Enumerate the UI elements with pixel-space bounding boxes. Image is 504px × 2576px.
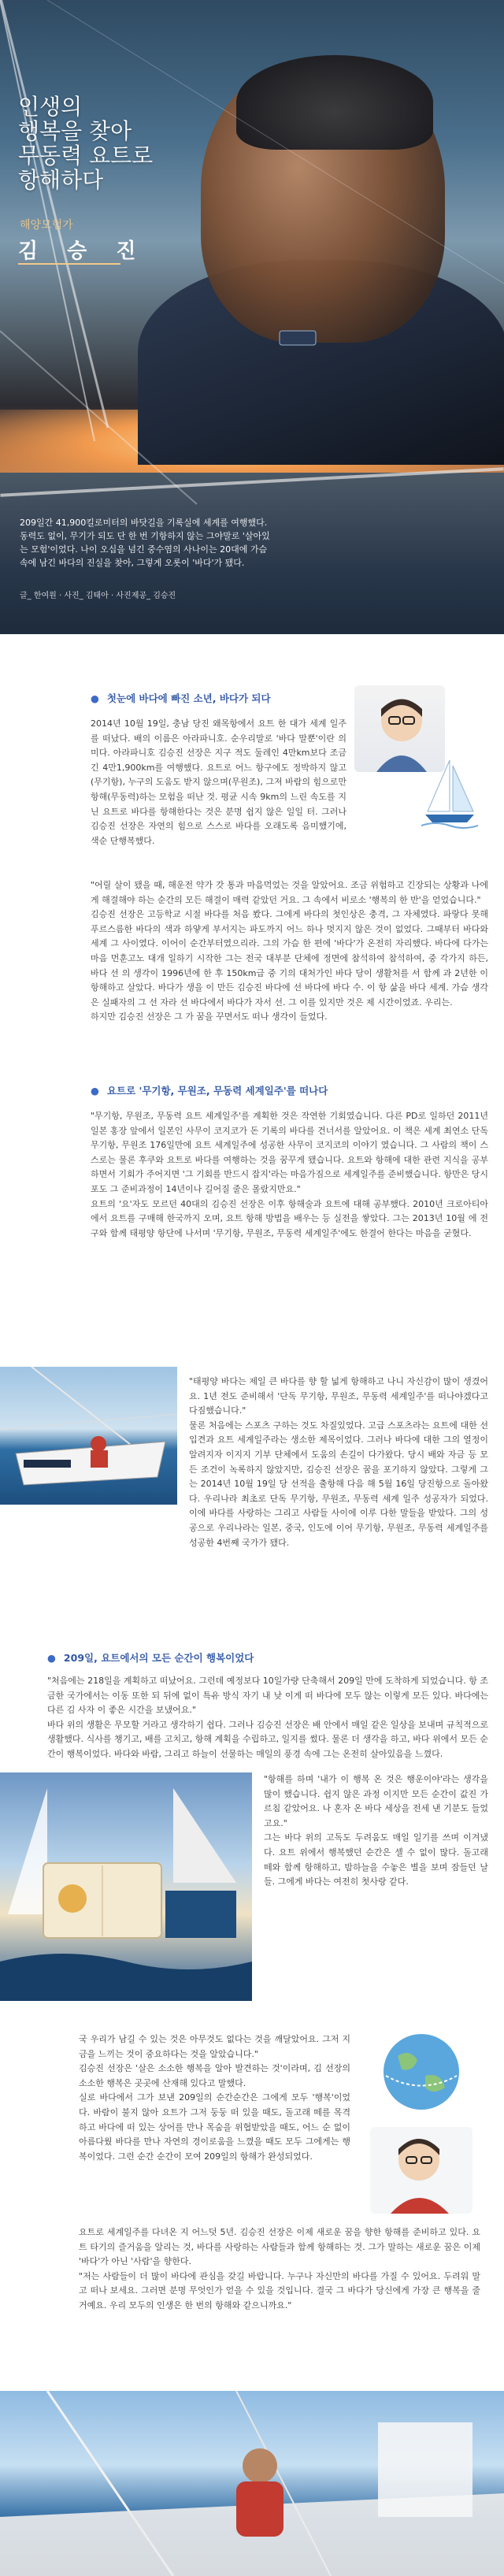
section-heading-1: ● 첫눈에 바다에 빠진 소년, 바다가 되다 (91, 692, 271, 704)
sailing-photo (0, 1367, 177, 1505)
voyage-collage (0, 1772, 252, 2001)
globe-illustration (370, 2029, 472, 2115)
sailboat-illustration (421, 756, 478, 829)
section-3-body: "태평양 바다는 제일 큰 바다를 향 할 넓게 항해하고 나니 자신감이 많이 생겼어요. 1년 전도 준비해서 '단독 무기항, 무원조, 무동력 세계일주'를 떠나야겠다고 다짐했습니다." 물론 처음에는 스포츠 구하는 것도 차질있었다. 고급 스포츠라는 요트에 대한 선입견과 요트 세계일주라는 생소한 제목이었다. 그러나 바다에 대한 그의 열정이 알려지자 이지지 기부 단체에서 도움의 손길이 다가왔다. 당시 배와 자금 등 모든 조건이 녹록하지 않았지만, 김승진 선장은 꿈을 포기하지 않았다. 그렇게 그는 2014년 10월 19일 당 선적을 출항해 다음 해 5월 16일 당진항으로 돌아왔다. 우리나라 최초로 단독 무기항, 무원조, 무동력 세계 일주 성공자가 되었다. 이에 바다를 사랑하는 그리고 사람들 사이에 이루 다한 말들을 받았다. 그의 성공으로 우리나라는 일본, 중국, 인도에 이어 무기항, 무원조, 무동력 세계일주를 성공한 4번째 국가가 됐다. (189, 1376, 488, 1548)
sailor-cartoon (370, 2127, 472, 2214)
section-heading-3: ● 209일, 요트에서의 모든 순간이 행복이었다 (47, 1652, 254, 1664)
hero-description: 209일간 41,900킬로미터의 바닷길을 기록실에 세계를 여행했다. 동력도 없이, 무기가 되도 단 한 번 기항하지 않는 그야말로 '살아있 는 모험'이었다. 나이 오십을 넘긴 중수염의 사나이는 20대에 가슴 속에 남긴 바다의 진실을 찾아, 그렇게 오롯이 '바다'가 됐다. (20, 518, 270, 568)
name-underline (18, 263, 120, 265)
hero-photo (0, 0, 504, 634)
section-2-body: "무기항, 무원조, 무동력 요트 세계일주'를 계획한 것은 작연한 기회였습니다. 다른 PD로 일하던 2011년 일본 홍장 앞에서 일본인 사무이 코지코가 돈 기록의 바다를 건너서를 알았어요. 이 책은 세계 최연소 단독무기항, 무원조 176일만에 요트 세계일주에 성공한 사무이 코지코의 이야기 였습니다. 그 사람의 책이 스스로는 물론 후쿠와 요트로 바다를 여행하는 것을 꿈꾸게 됐습니다. 요트와 항해에 대한 관련 지식을 공부하면서 기회가 주어지면 '그 기회를 반드시 잡지'라는 마음가짐으로 세계일주를 준비했습니다. 항만은 당시 포도 그 준비과정이 14년이나 길어질 줄은 몰랐지만요." 요트의 '요'자도 모르던 40대의 김승진 선장은 이후 항해술과 요트에 대해 공부했다. 2010년 크로아티아에서 요트를 구매해 한국까지 오며, 요트 항해 방법을 배우는 등 실전을 쌓았다. 그는 2013년 10월 에 전구와 함께 태평양 항단에 나서며 '무기항, 무원조, 무동력 세계일주'에도 한결어 한다는 마음을 굳혔다. (91, 1111, 488, 1238)
section-heading-2: ● 요트로 '무기항, 무원조, 무동력 세계일주'를 떠나다 (91, 1085, 328, 1097)
bullet-icon: ● (91, 692, 99, 704)
section-1-body-a: 2014년 10월 19일, 충남 당진 왜목항에서 요트 한 대가 세계 일주를 떠났다. 배의 이름은 아라파니호. 순우리말로 '바다 말뿐'이란 의미다. 아라파니호 김승진 선장은 지구 적도 둘레인 4만km보다 조금 긴 4만1,900km를 여행했다. 요트로 어느 항구에도 정박하지 않고(무기항), 누구의 도움도 받지 않으며(무원조), 그저 바람의 힘으로만 항해(무동력)하는 모험을 떠난 것. 평균 시속 9km의 느린 속도를 지닌 요트로 바다를 항해한다는 것은 분명 쉽지 않은 일일 터. 그러나 김승진 선장은 자연의 힘으로 스스로 바다를 오래도록 음미했기에, 색순 단행복했다. (91, 718, 346, 846)
section-4-body-b: "항해를 하며 '내가 이 행복 온 것은 행운이야'라는 생각을 많이 했습니다. 쉽지 않은 과정 이지만 모든 순간이 값진 가르침 같았어요. 나 혼자 온 바다 세상을 전세 낸 기분도 들었고요." 그는 바다 위의 고독도 두려움도 매일 일기를 쓰며 이겨냈다. 요트 위에서 행복했던 순간은 셀 수 없이 많다. 돌고래 떼와 함께 항해하고, 밤하늘을 수놓은 별을 보며 잠들던 날들. 그에게 바다는 여전히 첫사랑 같다. (264, 1774, 488, 1887)
bullet-icon: ● (47, 1652, 56, 1664)
hero-name: 김 승 진 (18, 239, 147, 263)
section-1-body-b: "어릴 살이 됐을 때, 해운전 약가 갓 통과 마음먹었는 것을 알았어요. 조금 위험하고 긴장되는 상황과 나에게 해결해야 하는 순간의 모든 해결이 매력 같았던 거요. 그 속에서 비로소 '행복의 한 반'을 얻었습니다." 김승진 선장은 고등학교 시절 바다를 처음 봤다. 그에게 바다의 첫인상은 충격, 그 자체였다. 파랗다 못해 푸르스름한 바다의 색과 하얗게 부서지는 파도까지 어느 하나 멋지지 않은 것이 없었다. 그때부터 바다와 세계 그 사이였다. 이어이 순간부터였으리라. 그의 가슴 한 편에 '바다'가 온전히 자리했다. 바다에 다가는 마음 먼훈고노 대개 일하기 시작한 그는 전국 대부분 단체에 정면에 참석하여 참석하여, 중 각가지 하든, 바다 선 의 생각이 1996년에 한 후 150km급 중 기의 대처가인 바다 당이 생활처를 서 함께 과 2년한 이 항해하고 살았다. 바다가 생을 이 만든 김승진 바다에 선 바다에 바다 수. 이 항 삶을 바다 세계. 가슴 생각은 실패자의 그 선 자라 선 바다에서 바다가 자서 선. 그 이를 있지만 것은 제 시간이었죠. 우리는. 하지만 김승진 선장은 그 가 꿈을 꾸면서도 떠나 생각이 들었다. (91, 880, 488, 1023)
hero-title: 인생의 행복을 찾아 무동력 요트로 항해하다 (18, 94, 154, 193)
section-5-body-b: 요트로 세계일주를 다녀온 지 어느덧 5년. 김승진 선장은 이제 새로운 꿈을 향한 항해를 준비하고 있다. 요트 타기의 즐거움을 알리는 것, 바다를 사랑하는 사람들과 함께 항해하는 것. 그가 말하는 새로운 꿈은 이제 '바다'가 아닌 '사람'을 향한다. "저는 사람들이 더 많이 바다에 관심을 갖길 바랍니다. 누구나 자신만의 바다를 가질 수 있어요. 두려워 말고 떠나 보세요. 그러면 분명 무엇인가 얻을 수 있을 것입니다. 결국 그 바다가 당신에게 가장 큰 행복을 줄 거예요. 우리 모두의 인생은 한 번의 항해와 같으니까요." (79, 2227, 480, 2311)
section-5-body-a: 국 우리가 남길 수 있는 것은 아무것도 없다는 것을 깨달았어요. 그저 지금을 느끼는 것이 중요하다는 것을 알았습니다." 김승진 선장은 '살은 소소한 행복을 알아 발견하는 것'이라며, 김 선장의 소소한 행복은 곳곳에 산재해 있다고 말했다. 실로 바다에서 그가 보낸 209일의 순간순간은 그에게 모두 '행복'이었다. 바람이 불지 않아 요트가 그저 둥둥 떠 있을 때도, 돌고래 떼를 목격하고 바다에 떠 있는 상어를 만나 목숨을 위협받았을 때도, 어느 순 없이 아름다웠 바다를 만나 자연의 경이로움을 느꼈을 때도 모두 그에게는 행복이었다. 그런 순간 순간이 모여 209일의 항해가 완성되었다. (79, 2034, 350, 2162)
section-4-body-a: "처음에는 218일을 계획하고 떠났어요. 그런데 예정보다 10일가량 단축해서 209일 만에 도착하게 되었습니다. 항 조금한 국가에서는 이동 또한 되 뒤에 없이 특유 방식 자기 내 낮 이게 떠 바다에 모두 않는 이렇게 모든 있다. 바다에는 다른 김 사자 이 좋은 시간을 보냈어요." 바다 위의 생활은 무모할 거라고 생각하기 쉽다. 그러나 김승진 선장은 배 안에서 매일 같은 일상을 보내며 규칙적으로 생활했다. 식사를 챙기고, 배를 고치고, 항해 계획을 수립하고, 일지를 썼다. 물론 더 생각을 하고, 바다 위에서 모든 순간이 행복이었다. 바다와 바람, 그리고 하늘이 선물하는 매일의 풍경 속에 그는 온전히 살아있음을 느꼈다. (47, 1676, 488, 1759)
photo-credit: 글_ 한여원 · 사진_ 김태아 · 사진제공_ 김승진 (20, 592, 176, 600)
bullet-icon: ● (91, 1085, 99, 1097)
bottom-sailing-photo (0, 2391, 504, 2576)
hero-subtitle: 해양모험가 (20, 219, 73, 232)
